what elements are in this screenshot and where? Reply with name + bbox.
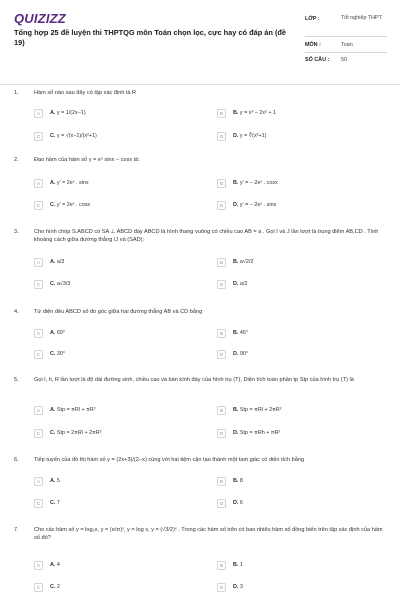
question-text: Tiếp tuyến của đồ thị hàm số y = (2x+3)/(2−x) cùng với hai tiệm cận tạo thành một tam giác có diện tích bằng (34, 457, 305, 463)
option-key: B. (233, 407, 239, 413)
question-number: 5. (14, 377, 19, 383)
option-key: D. (233, 281, 239, 287)
option-text: 5 (55, 478, 60, 484)
question-text: Cho hình chóp S.ABCD có SA ⊥ ABCD đáy ABCD là hình thang vuông có chiều cao AB = a . Gọi I và J lần lượt là trung điểm AB,CD . Tính khoảng cách giữa đường thẳng IJ và (SAD): (34, 229, 379, 243)
option-text: 7 (55, 500, 60, 506)
option-letter: D (217, 132, 226, 141)
question-number: 2. (14, 157, 19, 163)
option-text: 3 (238, 584, 243, 590)
option-key: A. (50, 180, 56, 186)
option-text: a/2 (238, 281, 248, 287)
question-number: 4. (14, 309, 19, 315)
option-key: D. (233, 133, 239, 139)
option-text: a/3 (55, 259, 65, 265)
meta-value-grade: Tốt nghiệp THPT (341, 15, 382, 21)
option-letter: D (217, 583, 226, 592)
option-key: A. (50, 110, 56, 116)
question-text: Đạo hàm của hàm số y = eˣ sinx − cosx là: (34, 157, 140, 163)
quizizz-logo: QUIZIZZ (14, 11, 66, 26)
option-text: 60° (55, 330, 66, 336)
option-text: Stp = 2πRl + 2πR² (55, 430, 102, 436)
option-key: D. (233, 430, 239, 436)
option-key: A. (50, 259, 56, 265)
option-letter: B (217, 477, 226, 486)
option-text: 6 (238, 500, 243, 506)
question-number: 1. (14, 90, 19, 96)
option-text: y = 1/(2x−1) (55, 110, 86, 116)
option-letter: C (34, 201, 43, 210)
option-text: y' = 2eˣ . sinx (55, 180, 89, 186)
option-key: B. (233, 330, 239, 336)
option-key: A. (50, 562, 56, 568)
option-key: C. (50, 202, 56, 208)
option-letter: D (217, 499, 226, 508)
option-key: B. (233, 478, 239, 484)
option-key: D. (233, 584, 239, 590)
option-key: C. (50, 133, 56, 139)
option-text: y = √(x−1)/(x²+1) (55, 133, 97, 139)
option-text: 1 (238, 562, 243, 568)
option-letter: C (34, 499, 43, 508)
option-text: y' = − 2eˣ . sinx (238, 202, 277, 208)
meta-label-subject: MÔN : (305, 42, 321, 48)
option-text: Stp = πRl + 2πR² (238, 407, 282, 413)
option-key: A. (50, 330, 56, 336)
option-key: B. (233, 180, 239, 186)
option-text: 30° (55, 351, 66, 357)
option-letter: C (34, 280, 43, 289)
option-letter: B (217, 561, 226, 570)
option-key: D. (233, 351, 239, 357)
meta-label-grade: LỚP : (305, 16, 320, 22)
option-letter: C (34, 429, 43, 438)
option-letter: A (34, 561, 43, 570)
option-letter: A (34, 258, 43, 267)
option-letter: C (34, 350, 43, 359)
meta-value-subject: Toán (341, 42, 353, 48)
option-text: 8 (238, 478, 243, 484)
option-key: C. (50, 430, 56, 436)
option-letter: B (217, 329, 226, 338)
option-text: y = x³ − 2x² + 1 (238, 110, 277, 116)
page-title: Tổng hợp 25 đề luyện thi THPTQG môn Toán chọn lọc, cực hay có đáp án (đề 19) (14, 28, 287, 47)
question-text: Gọi l, h, R lần lượt là độ dài đường sinh, chiều cao và bán kính đáy của hình trụ (T). Diện tích toàn phần tp Stp của hình trụ (T) là (34, 377, 354, 383)
option-text: a√3/3 (55, 281, 71, 287)
question-text: Tứ diện đều ABCD số đo góc giữa hai đường thẳng AB và CD bằng (34, 309, 203, 315)
option-key: B. (233, 259, 239, 265)
option-letter: D (217, 201, 226, 210)
meta-value-count: 50 (341, 57, 347, 63)
option-letter: A (34, 329, 43, 338)
option-letter: B (217, 179, 226, 188)
option-text: 4 (55, 562, 60, 568)
meta-divider (305, 52, 387, 53)
option-key: C. (50, 584, 56, 590)
option-letter: C (34, 132, 43, 141)
option-letter: A (34, 477, 43, 486)
option-letter: D (217, 429, 226, 438)
option-letter: B (217, 406, 226, 415)
option-text: Stp = πRl + πR² (55, 407, 96, 413)
option-text: y' = − 2eˣ . cosx (238, 180, 278, 186)
option-key: B. (233, 110, 239, 116)
option-letter: D (217, 280, 226, 289)
option-letter: A (34, 406, 43, 415)
question-number: 3. (14, 229, 19, 235)
option-text: 45° (238, 330, 249, 336)
option-letter: B (217, 109, 226, 118)
option-letter: D (217, 350, 226, 359)
option-key: B. (233, 562, 239, 568)
option-letter: C (34, 583, 43, 592)
option-key: D. (233, 202, 239, 208)
option-text: 2 (55, 584, 60, 590)
header-divider (0, 84, 400, 85)
option-key: C. (50, 351, 56, 357)
option-key: A. (50, 478, 56, 484)
option-text: a√2/2 (238, 259, 254, 265)
option-letter: A (34, 109, 43, 118)
question-number: 6. (14, 457, 19, 463)
option-key: A. (50, 407, 56, 413)
question-number: 7. (14, 527, 19, 533)
question-text: Hàm số nào sau đây có tập xác định là R (34, 90, 136, 96)
option-key: C. (50, 500, 56, 506)
option-text: Stp = πRh + πR² (238, 430, 281, 436)
option-key: C. (50, 281, 56, 287)
option-text: 90° (238, 351, 249, 357)
option-letter: A (34, 179, 43, 188)
option-key: D. (233, 500, 239, 506)
option-text: y' = 2eˣ . cosx (55, 202, 91, 208)
option-letter: B (217, 258, 226, 267)
meta-label-count: SỐ CÂU : (305, 57, 330, 63)
question-text: Cho các hàm số y = log₂x, y = (e/π)ˣ, y = log x, y = (√3/2)ˣ . Trong các hàm số trên có bao nhiêu hàm số đồng biến trên tập xác định của hàm số đó? (34, 527, 383, 541)
meta-divider (305, 36, 387, 37)
option-text: y = ∜(x²+1) (238, 133, 267, 139)
